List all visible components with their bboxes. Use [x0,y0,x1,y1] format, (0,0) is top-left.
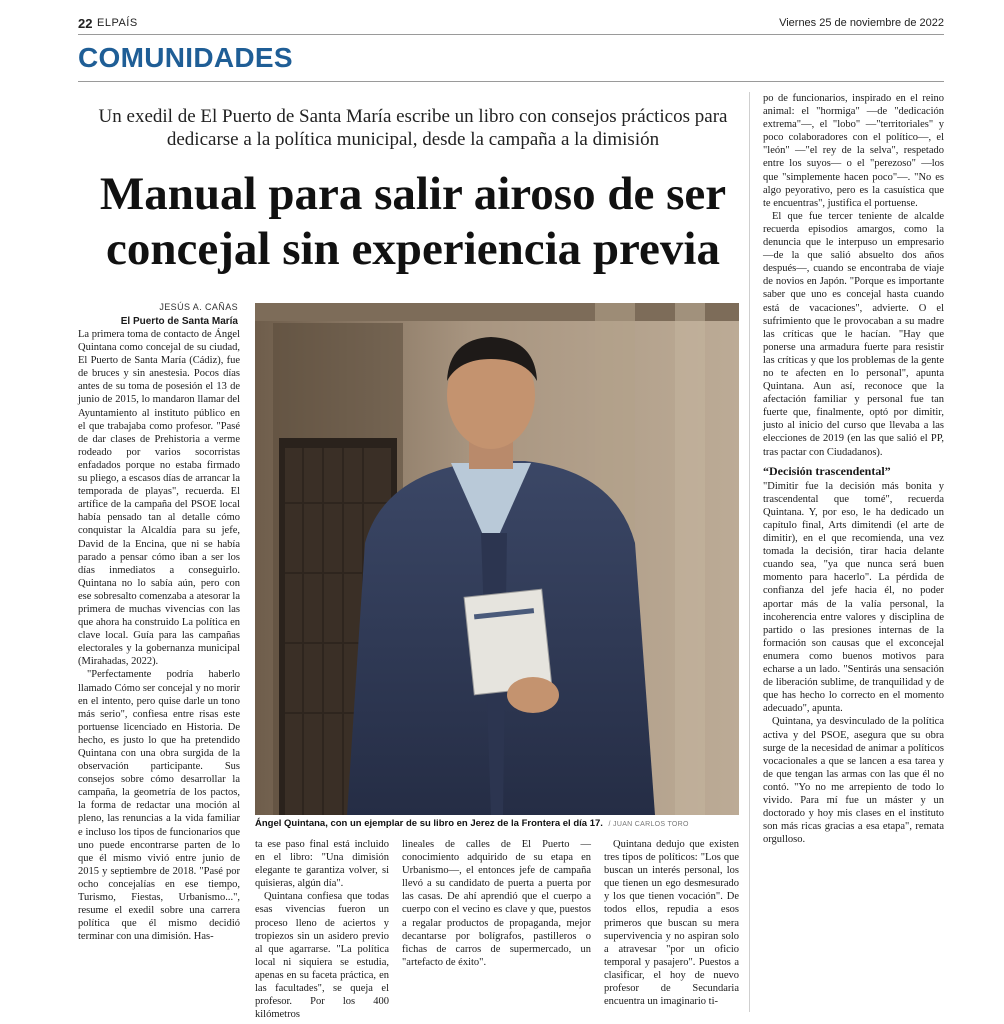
article-column-3 [402,838,591,1008]
article-column-5 [763,92,944,1008]
paragraph: "Dimitir fue la decisión más bonita y trascendental que tomé", recuerda Quintana. Y, por eso, le ha dedicado un capítulo final, Arts dimitendi (el arte de dimitir), en el que recomienda, una vez tomada la decisión, tirar hacia delante cuando sea, "ya que nunca será buen momento para hacerlo". La pérdida de confianza del jefe hacia él, no poder aportar más de la valía personal, la incoherencia entre valores y disciplina de partido o las presiones internas de la formación son causas que el exconcejal enumera como buenos motivos para echarse a un lado. "Sentirás una sensación de liberación sublime, de tranquilidad y de que has hecho lo correcto en el momento adecuado", apunta. [763,480,944,715]
subheading: “Decisión trascendental” [763,463,891,478]
paragraph: po de funcionarios, inspirado en el reino animal: el "hormiga" —de "dedicación extrema"—, el "lobo" —"territoriales" y poco colaboradores con el político—, el "león" —"el rey de la selva", respetado entre los suyos— o el "perezoso" —los que "simplemente hacen poco"—. "No es algo peyorativo, pero es la casuística que te encuentras", justifica el portuense. [763,93,944,209]
paragraph: Quintana, ya desvinculado de la política activa y del PSOE, asegura que su obra surge de la necesidad de animar a políticos vocacionales a que se lancen a esa tarea y de que tengan las armas con las que él no contó. "Yo no me arrepiento de todo lo vivido. Para mí fue un máster y un doctorado y hoy mis clases en el instituto son más ricas gracias a esa etapa", remata orgulloso. [763,716,944,846]
article-photo [255,303,739,815]
paragraph: La primera toma de contacto de Ángel Quintana como concejal de su ciudad, El Puerto de Santa María (Cádiz), fue de bruces y sin anestesia. Pocos días antes de su toma de posesión el 13 de junio de 2015, lo mandaron llamar del Ayuntamiento al instituto público en el que trabajaba como profesor. "Pasé de dar clases de Prehistoria a verme rodeado por varios socorristas enfadados porque no estaba firmado su pliego, a escasos días de arrancar la temporada de playas", recuerda. El artífice de la campaña del PSOE local había pensado tan al detalle cómo conquistar la Alcaldía para su jefe, David de la Encina, que ni se había parado a pensar cómo iban a ser los días inmediatos a conseguirlo. Quintana no lo sabía aún, pero con ese sobresalto comenzaba a atesorar la primera de muchas vivencias con las que ahora ha construido La política en clave local. Guía para las campañas electorales y la gobernanza municipal (Mirahadas, 2022). [78,329,240,668]
dateline-location: El Puerto de Santa María [120,316,238,327]
photo-caption [255,818,739,829]
paragraph: El que fue tercer teniente de alcalde recuerda episodios amargos, como la denuncia que le interpuso un empresario —de la que salió absuelto dos años después—, cuando se encontraba de viaje de novios en Japón. "Porque es importante saber que uno es concejal hasta cuando está de vacaciones", advierte. O el sufrimiento que le provocaban a su madre las críticas que le hacían. "Hay que ponerse una armadura fuerte para resistir las críticas y que los problemas de la gente no te afecten en lo personal", apunta Quintana. Aun así, reconoce que la afectación familiar y personal fue tan fuerte que, finalmente, optó por dimitir, justo al inicio del curso que llevaba a las elecciones de 2019 (en las que salió el PP, tras pactar con Ciudadanos). [763,210,944,458]
paragraph: Quintana dedujo que existen tres tipos de políticos: "Los que buscan un interés personal, los que tienen un ego desmesurado y los que tienen vocación". De todos ellos, repudia a esos primeros que buscan su mera supervivencia y no aspiran solo a atravesar "por un oficio temporal y pasajero". Puestos a clasificar, el hoy de nuevo profesor de Secundaria encuentra un imaginario ti- [604,839,739,1008]
article-column-4 [604,838,739,1008]
page-header [78,14,944,35]
section-divider [78,81,944,82]
paragraph: lineales de calles de El Puerto —conocimiento adquirido de su etapa en Urbanismo—, el entonces jefe de campaña llevó a su candidato de puerta a puerta por las casas. De ahí aprendió que el cuerpo a cuerpo con el vecino es clave y que, puestos a regalar productos de propaganda, mejor decantarse por bolígrafos, pastilleros o fichas de carros de supermercado, un "artefacto de éxito". [402,839,591,968]
column-divider [749,92,750,1012]
photo-credit: / JUAN CARLOS TORO [608,821,689,828]
newspaper-brand: ELPAÍS [97,17,138,29]
article-column-2 [255,838,389,1021]
paragraph: Quintana confiesa que todas esas vivencias fueron un proceso lleno de aciertos y tropiezos sin un asidero previo al que agarrarse. "La política local ni siquiera se estudia, apenas en su faceta práctica, en las facultades", se queja el profesor. Por los 400 kilómetros [255,891,389,1021]
issue-date: Viernes 25 de noviembre de 2022 [779,17,944,29]
portrait-photo-illustration [255,303,739,815]
article-column-1 [78,328,240,1008]
section-title: COMUNIDADES [78,42,293,73]
caption-text: Ángel Quintana, con un ejemplar de su libro en Jerez de la Frontera el día 17. [255,818,603,829]
paragraph: ta ese paso final está incluido en el libro: "Una dimisión elegante te garantiza volver, si quisieras, algún día". [255,839,389,890]
byline: JESÚS A. CAÑAS [159,302,238,312]
paragraph: "Perfectamente podría haberlo llamado Cómo ser concejal y no morir en el intento, pero quise darle un tono más serio", confiesa entre risas este portuense licenciado en Historia. De hecho, es justo lo que ha pretendido Quintana con una obra surgida de la observación participante. Sus consejos sobre cómo desarrollar la campaña, la geometría de los pactos, la forma de redactar una moción al pleno, las renuncias a la vida familiar e incluso los tipos de funcionarios que uno puede encontrarse parten de lo que él mismo vivió entre junio de 2015 y septiembre de 2018. "Pasé por ocho concejalías en ese tiempo, Turismo, Fiestas, Urbanismo...", resume el exedil sobre una carrera política que él mismo decidió terminar con una dimisión. Has- [78,669,240,943]
page-number: 22 [78,16,93,31]
article-subtitle: Un exedil de El Puerto de Santa María escribe un libro con consejos prácticos para dedicarse a la política municipal, desde la campaña a la dimisión [98,106,728,150]
article-headline: Manual para salir airoso de ser concejal sin experiencia previa [99,168,727,275]
